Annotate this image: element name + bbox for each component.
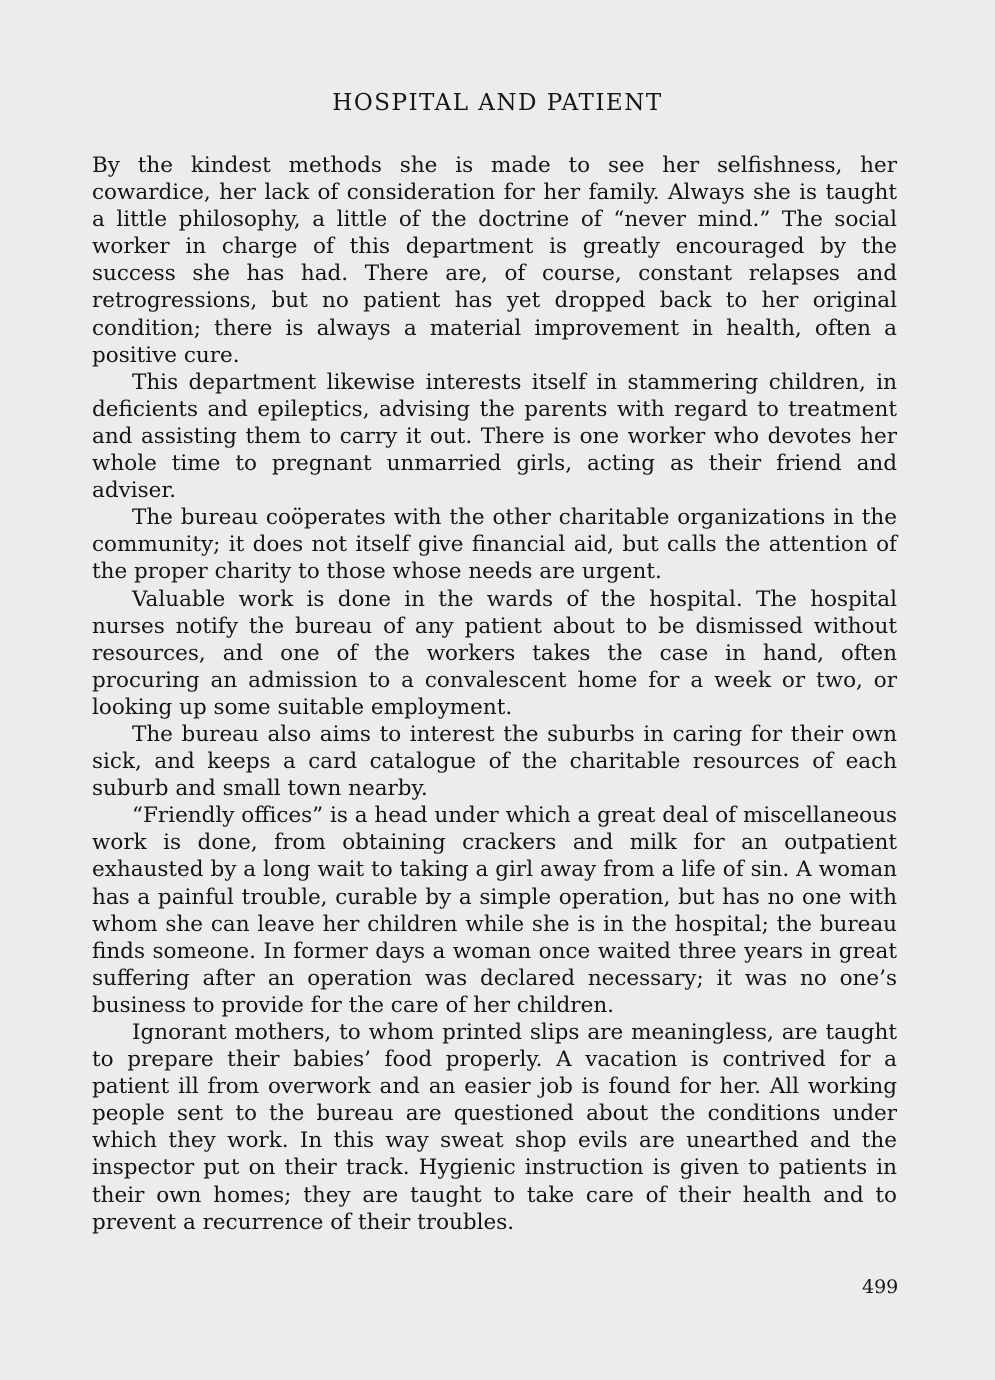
paragraph: The bureau also aims to interest the suburbs in caring for their own sick, and keeps a card catalogue of the charitable resources of each suburb and small town nearby. <box>92 721 897 802</box>
page-number: 499 <box>862 1276 899 1298</box>
paragraph: “Friendly offices” is a head under which a great deal of miscellaneous work is done, from obtaining crackers and milk for an outpatient exhausted by a long wait to taking a girl away from a life of sin. A woman has a painful trouble, curable by a simple operation, but has no one with whom she can leave her children while she is in the hospital; the bureau finds someone. In former days a woman once waited three years in great suffering after an operation was declared necessary; it was no one’s business to provide for the care of her children. <box>92 803 897 1018</box>
paragraph: Valuable work is done in the wards of the hospital. The hospital nurses notify the bureau of any patient about to be dismissed without resources, and one of the workers takes the case in hand, often procuring an admission to a convalescent home for a week or two, or looking up some suitable employment. <box>92 586 897 720</box>
body-text <box>92 152 897 1236</box>
paragraph: By the kindest methods she is made to see her selfishness, her cowardice, her lack of consideration for her family. Always she is taught a little philosophy, a little of the doctrine of “never mind.” The social worker in charge of this department is greatly encouraged by the success she has had. There are, of course, constant relapses and retrogressions, but no patient has yet dropped back to her original condition; there is always a material improvement in health, often a positive cure. <box>92 153 897 368</box>
paragraph: Ignorant mothers, to whom printed slips are meaningless, are taught to prepare their babies’ food properly. A vacation is contrived for a patient ill from overwork and an easier job is found for her. All working people sent to the bureau are questioned about the conditions under which they work. In this way sweat shop evils are unearthed and the inspector put on their track. Hygienic instruction is given to patients in their own homes; they are taught to take care of their health and to prevent a recurrence of their troubles. <box>92 1020 897 1235</box>
paragraph: This department likewise interests itself in stammering children, in deficients and epileptics, advising the parents with regard to treatment and assisting them to carry it out. There is one worker who devotes her whole time to pregnant unmarried girls, acting as their friend and adviser. <box>92 369 897 504</box>
paragraph: The bureau coöperates with the other charitable organizations in the community; it does not itself give financial aid, but calls the attention of the proper charity to those whose needs are urgent. <box>92 505 897 585</box>
running-head: HOSPITAL AND PATIENT <box>332 90 663 116</box>
